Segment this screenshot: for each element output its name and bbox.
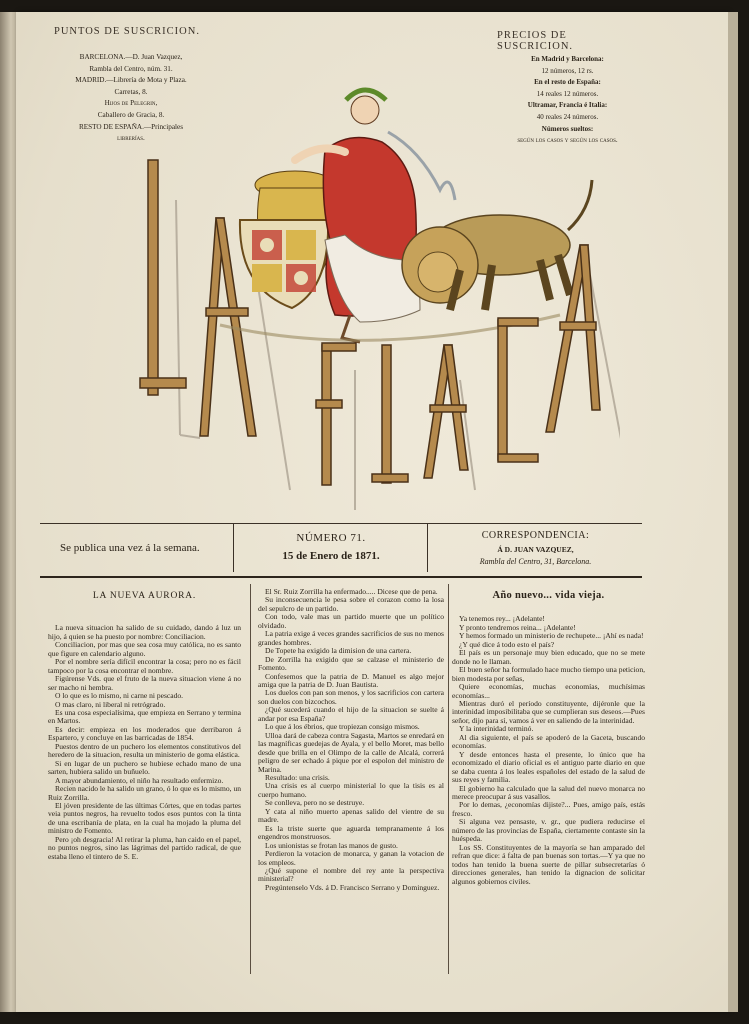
article-paragraph: Los unionistas se frotan las manos de gusto.	[265, 840, 398, 850]
article-paragraph: Recien nacido le ha salido un grano, ó lo que es lo mismo, un Ruiz Zorrilla.	[48, 784, 241, 802]
article-la-nueva-aurora	[48, 592, 241, 977]
article-paragraph: Puestos dentro de un puchero los elementos constitutivos del heredero de la situacion, resulta un ministerio de goma elástica.	[48, 741, 241, 760]
column-divider	[448, 584, 449, 974]
article-paragraph: Perdieron la votacion de monarca, y ganan la votacion de los empleos.	[258, 849, 444, 867]
article-paragraph: El gobierno ha calculado que la salud del nuevo monarca no merece preocupar á sus vasallos.	[452, 783, 645, 801]
article-continuation	[258, 588, 444, 973]
info-bottom-rule	[40, 576, 642, 578]
price-line: 12 números, 12 rs.	[541, 66, 594, 75]
article-paragraph: El país es un personaje muy bien educado, que no se mete donde no le llaman.	[452, 648, 645, 666]
masthead-illustration	[120, 60, 620, 530]
article-paragraph: Y pronto tendremos reina... ¡Adelante!	[459, 622, 576, 632]
article-paragraph: Es una cosa especialísima, que empieza en Serrano y termina en Martos.	[48, 707, 241, 726]
article-paragraph: Y hemos formado un ministerio de rechupete... ¡Ahí es nada!	[459, 631, 644, 641]
price-line: Ultramar, Francia é Italia:	[527, 101, 608, 110]
article-paragraph: Es la triste suerte que aguarda tempranamente á los engendros monstruosos.	[258, 823, 444, 842]
letter-a-second	[424, 345, 468, 478]
subscription-line: MADRID.—Librería de Mota y Plaza.	[75, 76, 187, 85]
subscription-line: Caballero de Gracia, 8.	[97, 110, 165, 119]
subscription-line: BARCELONA.—D. Juan Vazquez,	[79, 53, 183, 61]
article-paragraph: Lo que á los ébrios, que tropiezan consigo mismos.	[265, 722, 420, 732]
letter-a-third	[546, 245, 600, 432]
subscription-line: Hijos de Pelegrin,	[104, 99, 158, 108]
article-paragraph: Es decir: empieza en los moderados que derribaron á Espartero, y concluye en las barricadas de 1854.	[48, 724, 241, 743]
correspondence-title: CORRESPONDENCIA:	[481, 530, 590, 541]
article-paragraph: Figúrense Vds. que el fruto de la nueva situacion viene á no ser macho ni hembra.	[48, 674, 241, 692]
article-paragraph: El Sr. Ruiz Zorrilla ha enfermado..... Dicese que de pena.	[265, 587, 438, 596]
article-paragraph: O lo que es lo mismo, ni carne ni pescado.	[55, 691, 184, 701]
subscription-line: Rambla del Centro, núm. 31.	[89, 64, 173, 73]
article-paragraph: Y la interinidad terminó.	[459, 724, 534, 734]
price-line: según los casos y según los casos.	[517, 136, 618, 145]
lion	[402, 180, 592, 310]
article-paragraph: Conciliacion, por mas que sea cosa muy católica, no es santo que figure en calendario alguno.	[48, 640, 241, 658]
issue-cell	[233, 524, 428, 572]
subscription-prices-title: PRECIOS DE SUSCRICION.	[497, 30, 574, 52]
article-paragraph: De Topete ha exigido la dimision de una cartera.	[265, 646, 412, 656]
price-line: Números sueltos:	[541, 124, 594, 133]
article-paragraph: Una crisis es al cuerpo ministerial lo que la tisis es al cuerpo humano.	[258, 781, 444, 799]
article-paragraph: Quiere economías, muchas economías, muchísimas economías...	[452, 682, 645, 700]
price-line: En el resto de España:	[534, 78, 601, 87]
article-paragraph: O mas claro, ni liberal ni retrógrado.	[55, 699, 166, 709]
frequency-cell	[40, 524, 233, 572]
subscription-points-title: PUNTOS DE SUSCRICION.	[54, 26, 200, 37]
article-paragraph: Resultado: una crisis.	[265, 772, 330, 782]
article-paragraph: Por lo demas, ¿economías dijiste?... Pues, amigo país, estás fresco.	[452, 800, 645, 818]
coat-of-arms	[240, 220, 328, 308]
article-paragraph: Ulloa dará de cabeza contra Sagasta, Martos se enredará en las magníficas guedejas de Ayala, y el bello Moret, mas bello desde que brilla en el Olimpo de la calle de Alcalá, correrá peligro de ser echado á pique por el espolon del ministro de Marina.	[258, 730, 444, 774]
correspondence-cell	[427, 524, 643, 572]
article-paragraph: De Zorrilla ha exigido que se calzase el ministerio de Fomento.	[258, 654, 444, 673]
page-stack-edge	[728, 12, 738, 1012]
price-line: 40 reales 24 números.	[536, 112, 599, 121]
subscription-line: librerías.	[117, 134, 145, 143]
article-paragraph: ¿Qué sucederá cuando el hijo de la situacion se suelte á andar por esa España?	[258, 705, 444, 723]
article-paragraph: Confesemos que la patria de D. Manuel es algo mejor amiga que la patria de D. Juan Bautista.	[258, 671, 444, 689]
correspondence-address: Rambla del Centro, 31, Barcelona.	[479, 557, 592, 566]
letter-c	[498, 318, 538, 462]
article-paragraph: El buen señor ha formulado hace mucho tiempo una peticion, bien modesta por señas,	[452, 665, 645, 683]
article-paragraph: La patria exige á veces grandes sacrificios de sus no menos grandes hombres.	[258, 629, 444, 647]
article-paragraph: Al dia siguiente, el país se apoderó de la Gaceta, buscando economías.	[452, 732, 645, 751]
article-paragraph: Mientras duró el período constituyente, dijéronle que la interinidad imposibilitaba que se cumplieran sus deseos.—Pues señor, dijo para sí, vamos á ver en saliendo de la interinidad.	[452, 698, 645, 725]
article-paragraph: Los SS. Constituyentes de la mayoría se han amparado del refran que dice: á falta de pan buenas son tortas.—Y ya que no todos han tenido la buena suerte de pillar subsecretarías ó direcciones generales, han tenido la dignacion de solicitar algunos gobiernos civiles.	[452, 842, 645, 886]
info-bar	[40, 524, 642, 572]
article-paragraph: Si alguna vez pensaste, v. gr., que pudiera reducirse el número de las provincias de España, ciertamente contaste sin la huéspeda.	[452, 817, 645, 844]
publication-frequency: Se publica una vez á la semana.	[60, 542, 200, 554]
article-paragraph: La nueva situacion ha salido de su cuidado, dando á luz un hijo, á quien se ha puesto por nombre: Conciliacion.	[48, 623, 241, 641]
article-paragraph: Y cata al niño muerto apenas salido del vientre de su madre.	[258, 806, 444, 825]
article-paragraph: Por el nombre sería difícil encontrar la cosa; pero no es fácil tampoco por la cosa encontrar el nombre.	[48, 657, 241, 675]
article-paragraph: Su inconsecuencia le pesa sobre el corazon como la losa del sepulcro de un partido.	[258, 595, 444, 613]
article-paragraph: Pregúntenselo Vds. á D. Francisco Serrano y Dominguez.	[265, 882, 440, 892]
price-line: 14 reales 12 números.	[536, 89, 599, 98]
price-line: En Madrid y Barcelona:	[531, 55, 604, 63]
article-paragraph: Y desde entonces hasta el presente, lo único que ha economizado el diario oficial es el antiguo parte diario en que se daba cuenta á los leales españoles del estado de la salud de sus reyes y familia.	[452, 749, 645, 785]
article-paragraph: ¿Qué supone el nombre del rey ante la perspectiva ministerial?	[258, 865, 444, 884]
article-paragraph: Se conlleva, pero no se destruye.	[265, 798, 365, 808]
letter-l-second	[372, 345, 408, 483]
article-paragraph: Con todo, vale mas un partido muerte que un político olvidado.	[258, 612, 444, 630]
article-paragraph: El jóven presidente de las últimas Córtes, que en todas partes veia puntos negros, ha revuelto todos esos puntos con la tinta de una escribanía de plata, en la cual ha mojado la pluma del ministro de Fomento.	[48, 800, 241, 836]
article-paragraph: Si en lugar de un puchero se hubiese echado mano de una sarten, hubiera salido un buñuelo.	[48, 758, 241, 777]
subscription-line: RESTO DE ESPAÑA.—Principales	[78, 122, 184, 131]
article-paragraph: Pero ¡oh desgracia! Al retirar la pluma, han caido en el papel, no puntos negros, sino las lágrimas del partido radical, de que estaba lleno el tintero de S. E.	[48, 834, 241, 861]
article-paragraph: A mayor abundamiento, el niño ha resultado enfermizo.	[55, 775, 224, 785]
article-title: Año nuevo... vida vieja.	[492, 590, 605, 601]
issue-number: NÚMERO 71.	[296, 532, 366, 544]
article-title: LA NUEVA AURORA.	[92, 591, 197, 601]
issue-date: 15 de Enero de 1871.	[282, 550, 380, 562]
article-ano-nuevo-vida-vieja	[452, 592, 645, 977]
article-paragraph: Ya tenemos rey... ¡Adelante!	[459, 614, 545, 624]
article-paragraph: Los duelos con pan son menos, y los sacrificios con cartera son duelos con bizcochos.	[258, 688, 444, 706]
correspondence-name: Á D. JUAN VAZQUEZ,	[497, 545, 574, 554]
subscription-line: Carretas, 8.	[114, 87, 148, 96]
letter-f	[316, 343, 356, 485]
column-divider	[250, 584, 251, 974]
article-paragraph: ¿Y qué dice á todo esto el país?	[459, 639, 555, 649]
